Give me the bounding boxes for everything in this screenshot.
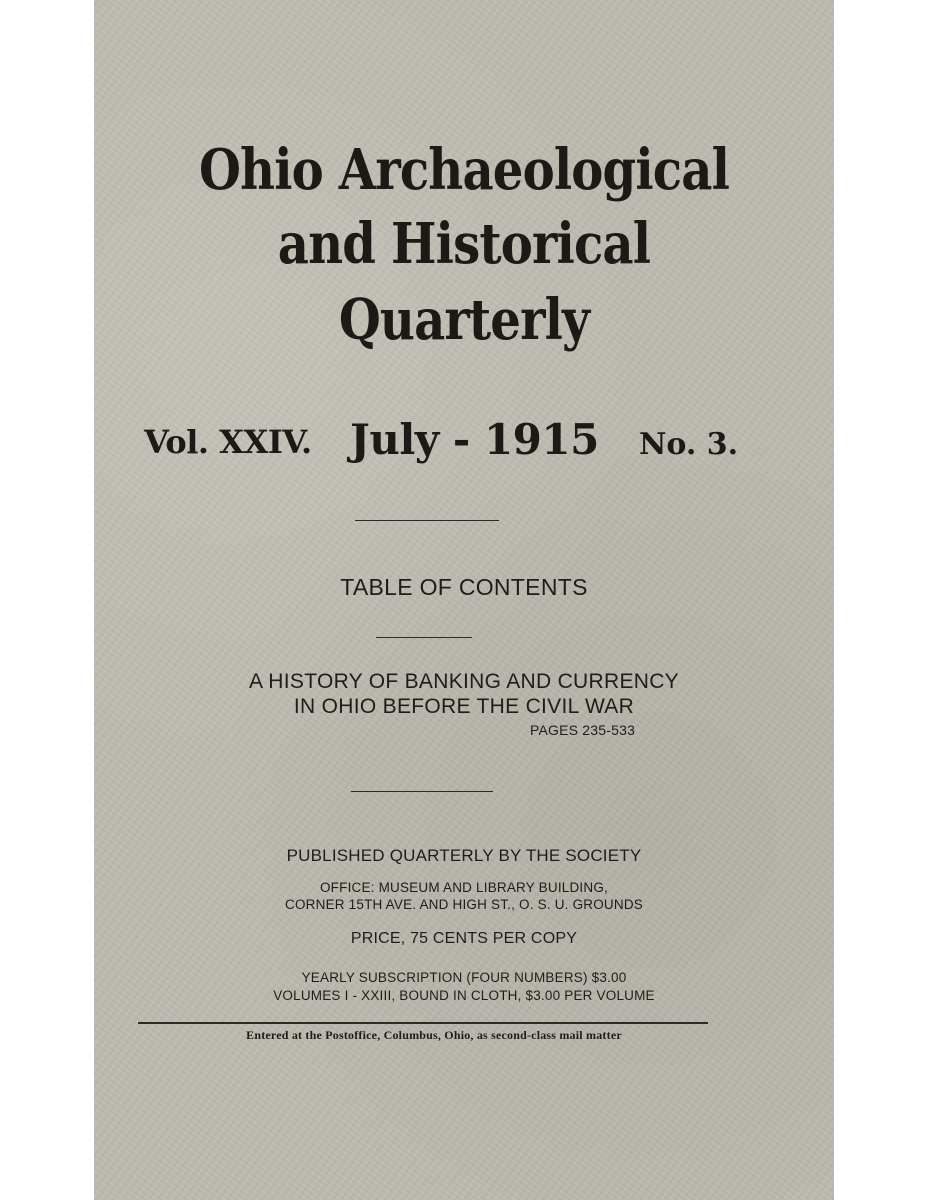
toc-heading: TABLE OF CONTENTS <box>340 574 588 600</box>
footer-rule <box>138 1022 708 1024</box>
publisher-line: PUBLISHED QUARTERLY BY THE SOCIETY <box>286 846 642 865</box>
office-line-1: OFFICE: MUSEUM AND LIBRARY BUILDING, <box>319 880 608 895</box>
cover-title-line-1: Ohio Archaeological <box>198 137 730 203</box>
volume-number: Vol. XXIV. <box>144 423 312 461</box>
divider-rule <box>376 637 472 638</box>
article-title-line-2: IN OHIO BEFORE THE CIVIL WAR <box>293 695 635 718</box>
cover-title-line-2: and Historical <box>277 211 651 277</box>
subscription-line-2: VOLUMES I - XXIII, BOUND IN CLOTH, $3.00 PER VOLUME <box>273 988 655 1003</box>
issue-number: No. 3. <box>639 427 739 462</box>
office-line-2: CORNER 15TH AVE. AND HIGH ST., O. S. U. GROUNDS <box>285 897 643 912</box>
issue-info-row <box>94 415 834 475</box>
divider-rule <box>355 520 499 521</box>
article-pages: PAGES 235-533 <box>530 722 636 738</box>
magazine-cover <box>94 0 834 1200</box>
subscription-line-1: YEARLY SUBSCRIPTION (FOUR NUMBERS) $3.00 <box>301 970 627 985</box>
postal-entry-note: Entered at the Postoffice, Columbus, Ohio, as second-class mail matter <box>246 1028 622 1042</box>
issue-date: July - 1915 <box>350 415 599 464</box>
price-line: PRICE, 75 CENTS PER COPY <box>350 930 578 947</box>
cover-title-line-3: Quarterly <box>338 287 590 353</box>
divider-rule <box>351 791 493 792</box>
article-title-line-1: A HISTORY OF BANKING AND CURRENCY <box>249 670 679 693</box>
